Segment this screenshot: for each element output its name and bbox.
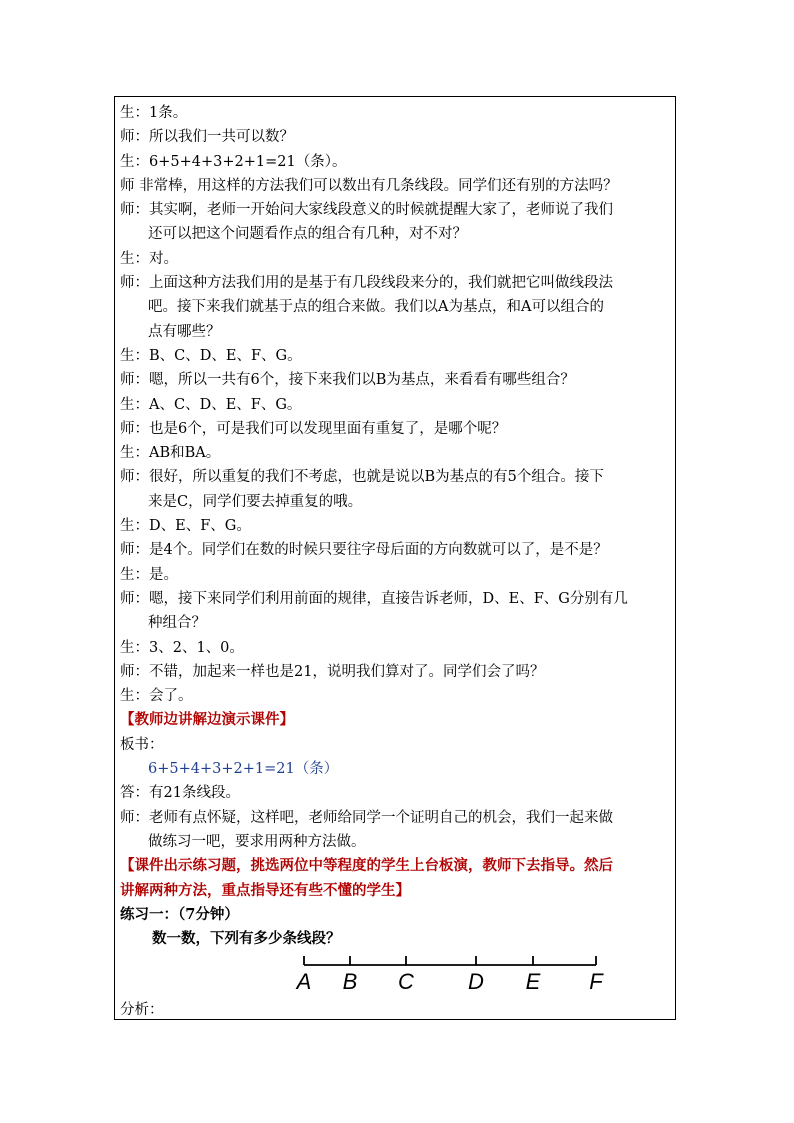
analysis-label: 分析： bbox=[120, 1002, 164, 1018]
transcript-line: 生：AB和BA。 bbox=[120, 445, 221, 462]
transcript-line: 师：是4个。同学们在数的时候只要往字母后面的方向数就可以了，是不是？ bbox=[120, 542, 608, 559]
transcript-line: 板书： bbox=[120, 736, 164, 753]
transcript-line: 师：嗯，所以一共有6个，接下来我们以B为基点，来看看有哪些组合？ bbox=[120, 372, 575, 389]
point-label-b: B bbox=[342, 969, 358, 994]
transcript-line: 生：是。 bbox=[120, 566, 178, 583]
transcript-line: 答：有21条线段。 bbox=[120, 785, 240, 802]
point-label-c: C bbox=[398, 969, 414, 994]
transcript-line: 师 非常棒，用这样的方法我们可以数出有几条线段。同学们还有别的方法吗？ bbox=[120, 177, 618, 194]
transcript-line: 还可以把这个问题看作点的组合有几种，对不对？ bbox=[148, 226, 467, 243]
transcript-line: 生：对。 bbox=[120, 250, 178, 267]
transcript-line: 生：B、C、D、E、F、G。 bbox=[120, 347, 302, 364]
segment-svg bbox=[280, 940, 610, 1000]
transcript-line: 师：也是6个，可是我们可以发现里面有重复了，是哪个呢？ bbox=[120, 420, 507, 437]
transcript-line: 师：所以我们一共可以数？ bbox=[120, 129, 294, 146]
transcript-line: 来是C，同学们要去掉重复的哦。 bbox=[148, 493, 363, 510]
transcript-line: 师：其实啊，老师一开始问大家线段意义的时候就提醒大家了，老师说了我们 bbox=[120, 202, 613, 219]
point-label-f: F bbox=[589, 969, 603, 994]
transcript-line: 练习一：（7分钟） bbox=[120, 905, 239, 923]
transcript-line: 吧。接下来我们就基于点的组合来做。我们以A为基点，和A可以组合的 bbox=[148, 299, 604, 316]
transcript-line: 生：1条。 bbox=[120, 105, 188, 121]
transcript-line: 做练习一吧，要求用两种方法做。 bbox=[148, 833, 366, 850]
transcript-line: 数一数，下列有多少条线段？ bbox=[152, 930, 341, 948]
point-label-a: A bbox=[296, 969, 312, 994]
transcript-line: 【课件出示练习题，挑选两位中等程度的学生上台板演，教师下去指导。然后 bbox=[120, 857, 613, 875]
transcript-line: 种组合？ bbox=[148, 615, 206, 632]
transcript-line: 生：会了。 bbox=[120, 688, 193, 705]
transcript-line: 师：很好，所以重复的我们不考虑，也就是说以B为基点的有5个组合。接下 bbox=[120, 469, 604, 486]
transcript-line: 生：D、E、F、G。 bbox=[120, 518, 251, 535]
transcript-line: 师：不错，加起来一样也是21，说明我们算对了。同学们会了吗？ bbox=[120, 663, 545, 680]
transcript-line: 师：嗯，接下来同学们利用前面的规律，直接告诉老师，D、E、F、G分别有几 bbox=[120, 590, 628, 607]
transcript-line: 生：A、C、D、E、F、G。 bbox=[120, 396, 302, 413]
transcript-line: 点有哪些？ bbox=[148, 323, 221, 340]
point-label-e: E bbox=[525, 969, 541, 994]
point-label-d: D bbox=[468, 969, 484, 994]
transcript-line: 师：上面这种方法我们用的是基于有几段线段来分的，我们就把它叫做线段法 bbox=[120, 275, 613, 292]
transcript-line: 【教师边讲解边演示课件】 bbox=[120, 711, 294, 729]
transcript-line: 6+5+4+3+2+1=21（条） bbox=[148, 761, 339, 778]
transcript-line: 讲解两种方法，重点指导还有些不懂的学生】 bbox=[120, 881, 410, 899]
line-segment-diagram bbox=[280, 940, 610, 1000]
transcript-line: 生：6+5+4+3+2+1=21（条）。 bbox=[120, 153, 347, 170]
transcript-line: 生：3、2、1、0。 bbox=[120, 639, 244, 656]
lesson-transcript bbox=[120, 101, 672, 951]
transcript-line: 师：老师有点怀疑，这样吧，老师给同学一个证明自己的机会，我们一起来做 bbox=[120, 809, 613, 826]
